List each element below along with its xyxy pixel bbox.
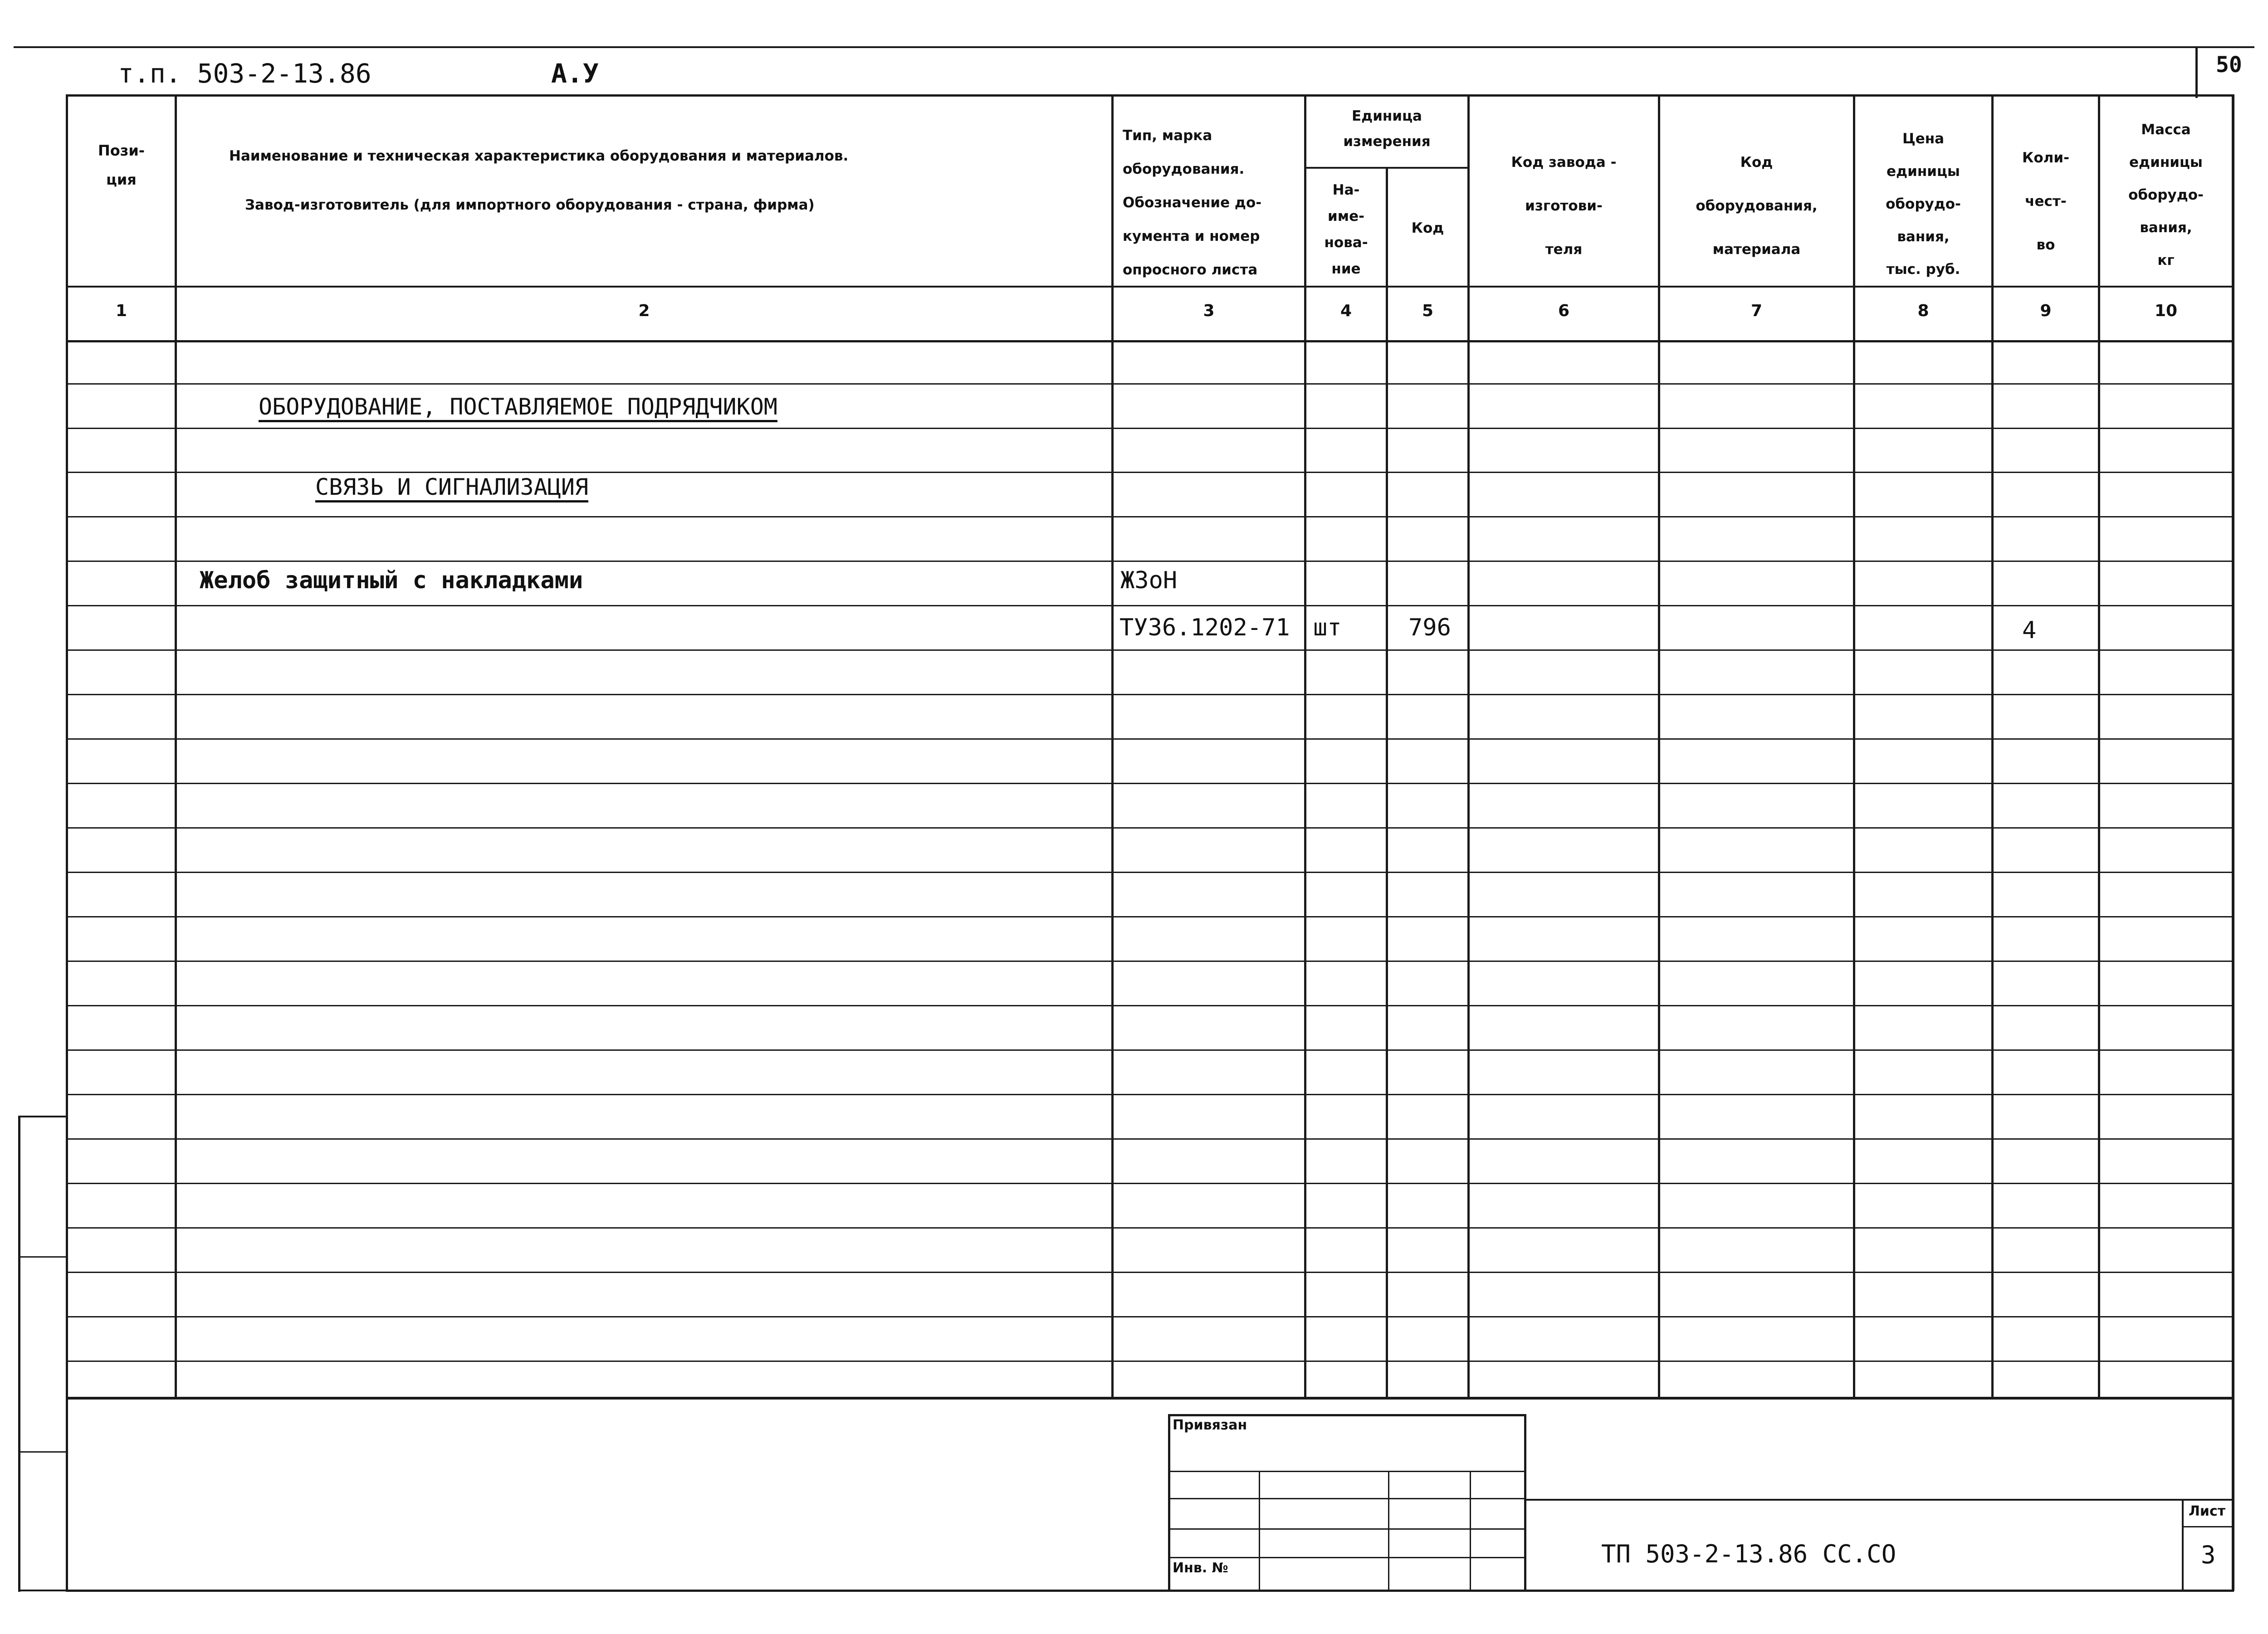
- stamp-inventory-label: Инв. №: [1173, 1560, 1228, 1576]
- doc-ref: т.п. 503-2-13.86: [118, 58, 371, 89]
- col-header-factory-code: Код завода - изготови- теля: [1511, 154, 1617, 258]
- col-header-mass: Масса единицы оборудо- вания, кг: [2128, 122, 2204, 268]
- col-header-unit: Единица измерения: [1343, 108, 1431, 150]
- item-unit: шт: [1313, 614, 1342, 641]
- item-unit-code: 796: [1408, 614, 1451, 641]
- col-number: 2: [638, 302, 650, 320]
- col-number: 7: [1750, 302, 1763, 320]
- col-number: 10: [2154, 302, 2178, 320]
- section-title: ОБОРУДОВАНИЕ, ПОСТАВЛЯЕМОЕ ПОДРЯДЧИКОМ: [259, 394, 777, 420]
- stamp-document-code: ТП 503-2-13.86 СС.СО: [1601, 1540, 1897, 1568]
- col-header-type: Тип, марка оборудования. Обозначение до- кумента и номер опросного листа: [1123, 127, 1262, 278]
- col-header-price: Цена единицы оборудо- вания, тыс. руб.: [1886, 131, 1961, 278]
- col-header-manufacturer: Завод-изготовитель (для импортного оборудования - страна, фирма): [245, 197, 815, 213]
- col-header-equipment-code: Код оборудования, материала: [1696, 154, 1818, 258]
- stamp-bound-label: Привязан: [1173, 1417, 1247, 1433]
- section-code: А.У: [551, 58, 599, 89]
- item-type: ЖЗоН: [1120, 567, 1178, 594]
- col-number: 3: [1203, 302, 1215, 320]
- col-number: 8: [1917, 302, 1929, 320]
- col-header-unit-name: На- име- нова- ние: [1324, 182, 1368, 277]
- item-quantity: 4: [2022, 617, 2037, 644]
- item-name: Желоб защитный с накладками: [200, 567, 583, 594]
- col-header-unit-code: Код: [1411, 220, 1444, 236]
- stamp-sheet-label: Лист: [2189, 1503, 2226, 1519]
- col-number: 1: [115, 302, 127, 320]
- col-number: 9: [2040, 302, 2052, 320]
- col-number: 6: [1558, 302, 1570, 320]
- col-number: 5: [1422, 302, 1434, 320]
- item-doc: ТУ36.1202-71: [1119, 614, 1290, 641]
- subsection-title: СВЯЗЬ И СИГНАЛИЗАЦИЯ: [315, 474, 589, 500]
- col-number: 4: [1340, 302, 1352, 320]
- col-header-quantity: Коли- чест- во: [2022, 150, 2069, 253]
- col-header-name: Наименование и техническая характеристика оборудования и материалов.: [229, 148, 849, 164]
- stamp-sheet-number: 3: [2201, 1541, 2216, 1569]
- page-number: 50: [2216, 52, 2242, 78]
- col-header-position: Пози- ция: [98, 142, 145, 188]
